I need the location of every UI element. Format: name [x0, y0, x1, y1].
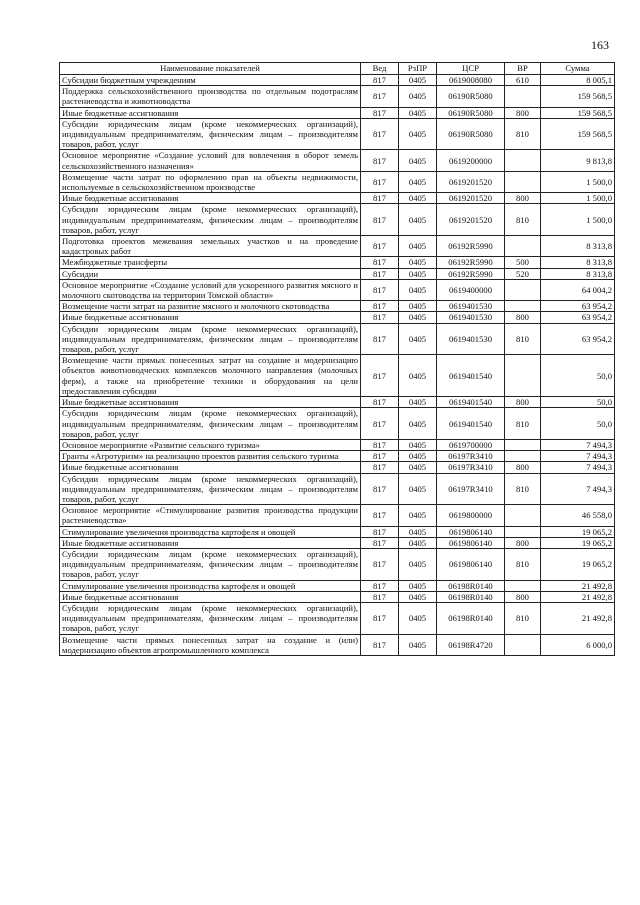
cell-csr: 0619201520: [437, 193, 505, 204]
cell-csr: 0619401530: [437, 312, 505, 323]
cell-sum: 50,0: [541, 408, 615, 440]
cell-rzpr: 0405: [399, 602, 437, 634]
cell-sum: 7 494,3: [541, 451, 615, 462]
cell-csr: 06192R5990: [437, 236, 505, 257]
cell-ved: 817: [361, 279, 399, 300]
cell-ved: 817: [361, 268, 399, 279]
cell-vr: [505, 580, 541, 591]
cell-vr: 800: [505, 193, 541, 204]
cell-rzpr: 0405: [399, 634, 437, 655]
table-row: [60, 462, 615, 473]
cell-csr: 0619200000: [437, 150, 505, 171]
header-vr: ВР: [505, 63, 541, 75]
cell-csr: 0619201520: [437, 171, 505, 192]
cell-rzpr: 0405: [399, 193, 437, 204]
cell-vr: 810: [505, 602, 541, 634]
cell-vr: 500: [505, 257, 541, 268]
cell-sum: 159 568,5: [541, 107, 615, 118]
header-ved: Вед: [361, 63, 399, 75]
cell-rzpr: 0405: [399, 473, 437, 505]
cell-sum: 1 500,0: [541, 171, 615, 192]
cell-sum: 8 313,8: [541, 268, 615, 279]
cell-csr: 0619008080: [437, 75, 505, 86]
cell-csr: 06198R0140: [437, 602, 505, 634]
cell-vr: 800: [505, 312, 541, 323]
cell-vr: [505, 451, 541, 462]
cell-ved: 817: [361, 634, 399, 655]
table-row: [60, 439, 615, 450]
table-row: [60, 591, 615, 602]
cell-ved: 817: [361, 439, 399, 450]
cell-sum: 50,0: [541, 355, 615, 397]
cell-csr: 0619806140: [437, 526, 505, 537]
cell-ved: 817: [361, 75, 399, 86]
cell-sum: 21 492,8: [541, 591, 615, 602]
cell-rzpr: 0405: [399, 439, 437, 450]
cell-ved: 817: [361, 312, 399, 323]
cell-vr: 810: [505, 323, 541, 355]
table-row: [60, 602, 615, 634]
table-row: [60, 397, 615, 408]
cell-sum: 1 500,0: [541, 204, 615, 236]
cell-ved: 817: [361, 526, 399, 537]
cell-rzpr: 0405: [399, 279, 437, 300]
table-row: [60, 86, 615, 107]
cell-rzpr: 0405: [399, 591, 437, 602]
cell-vr: [505, 279, 541, 300]
cell-sum: 7 494,3: [541, 473, 615, 505]
cell-ved: 817: [361, 473, 399, 505]
table-row: [60, 580, 615, 591]
cell-name: Основное мероприятие «Развитие сельского туризма»: [60, 439, 361, 450]
table-row: [60, 171, 615, 192]
cell-csr: 06198R0140: [437, 591, 505, 602]
cell-name: Гранты «Агротуризм» на реализацию проектов развития сельского туризма: [60, 451, 361, 462]
cell-vr: 800: [505, 107, 541, 118]
table-row: [60, 323, 615, 355]
cell-name: Стимулирование увеличения производства картофеля и овощей: [60, 580, 361, 591]
cell-vr: 610: [505, 75, 541, 86]
cell-name: Субсидии юридическим лицам (кроме некоммерческих организаций), индивидуальным предпринимателям, физическим лицам – производителям товаров, работ, услуг: [60, 323, 361, 355]
cell-csr: 06197R3410: [437, 473, 505, 505]
cell-name: Иные бюджетные ассигнования: [60, 107, 361, 118]
cell-csr: 06190R5080: [437, 107, 505, 118]
cell-sum: 8 313,8: [541, 257, 615, 268]
cell-csr: 06197R3410: [437, 462, 505, 473]
table-row: [60, 355, 615, 397]
cell-rzpr: 0405: [399, 580, 437, 591]
cell-name: Субсидии юридическим лицам (кроме некоммерческих организаций), индивидуальным предпринимателям, физическим лицам – производителям товаров, работ, услуг: [60, 408, 361, 440]
table-row: [60, 107, 615, 118]
table-row: [60, 526, 615, 537]
cell-name: Субсидии юридическим лицам (кроме некоммерческих организаций), индивидуальным предпринимателям, физическим лицам – производителям товаров, работ, услуг: [60, 118, 361, 150]
cell-name: Поддержка сельскохозяйственного производства по отдельным подотраслям растениеводства и животноводства: [60, 86, 361, 107]
cell-name: Межбюджетные трансферты: [60, 257, 361, 268]
table-row: [60, 150, 615, 171]
cell-rzpr: 0405: [399, 462, 437, 473]
cell-ved: 817: [361, 355, 399, 397]
budget-table: [59, 62, 615, 656]
cell-name: Основное мероприятие «Создание условий для ускоренного развития мясного и молочного скотоводства на территории Томской области»: [60, 279, 361, 300]
cell-csr: 0619401540: [437, 397, 505, 408]
table-row: [60, 193, 615, 204]
cell-csr: 0619800000: [437, 505, 505, 526]
cell-rzpr: 0405: [399, 268, 437, 279]
cell-vr: 810: [505, 118, 541, 150]
cell-rzpr: 0405: [399, 397, 437, 408]
cell-rzpr: 0405: [399, 257, 437, 268]
cell-vr: 810: [505, 473, 541, 505]
cell-ved: 817: [361, 323, 399, 355]
page-number: 163: [591, 38, 609, 52]
cell-csr: 06190R5080: [437, 86, 505, 107]
cell-name: Субсидии бюджетным учреждениям: [60, 75, 361, 86]
cell-rzpr: 0405: [399, 236, 437, 257]
table-header-row: [60, 63, 615, 75]
cell-ved: 817: [361, 301, 399, 312]
cell-sum: 1 500,0: [541, 193, 615, 204]
cell-ved: 817: [361, 580, 399, 591]
table-row: [60, 451, 615, 462]
cell-ved: 817: [361, 193, 399, 204]
cell-vr: 800: [505, 397, 541, 408]
cell-rzpr: 0405: [399, 323, 437, 355]
cell-csr: 0619806140: [437, 537, 505, 548]
cell-rzpr: 0405: [399, 107, 437, 118]
table-row: [60, 268, 615, 279]
cell-name: Субсидии: [60, 268, 361, 279]
cell-sum: 9 813,8: [541, 150, 615, 171]
cell-rzpr: 0405: [399, 312, 437, 323]
cell-sum: 7 494,3: [541, 462, 615, 473]
cell-csr: 0619806140: [437, 548, 505, 580]
cell-name: Субсидии юридическим лицам (кроме некоммерческих организаций), индивидуальным предпринимателям, физическим лицам – производителям товаров, работ, услуг: [60, 204, 361, 236]
cell-name: Основное мероприятие «Стимулирование развития производства продукции растениеводства»: [60, 505, 361, 526]
cell-rzpr: 0405: [399, 86, 437, 107]
cell-vr: 810: [505, 548, 541, 580]
cell-name: Субсидии юридическим лицам (кроме некоммерческих организаций), индивидуальным предпринимателям, физическим лицам – производителям товаров, работ, услуг: [60, 548, 361, 580]
cell-name: Подготовка проектов межевания земельных участков и на проведение кадастровых работ: [60, 236, 361, 257]
cell-vr: [505, 301, 541, 312]
cell-sum: 8 313,8: [541, 236, 615, 257]
cell-csr: 0619401540: [437, 408, 505, 440]
cell-sum: 159 568,5: [541, 118, 615, 150]
cell-name: Иные бюджетные ассигнования: [60, 397, 361, 408]
cell-name: Иные бюджетные ассигнования: [60, 193, 361, 204]
cell-name: Возмещение части прямых понесенных затрат на создание и (или) модернизацию объектов агропромышленного комплекса: [60, 634, 361, 655]
cell-ved: 817: [361, 171, 399, 192]
cell-sum: 50,0: [541, 397, 615, 408]
cell-rzpr: 0405: [399, 408, 437, 440]
cell-sum: 21 492,8: [541, 580, 615, 591]
cell-rzpr: 0405: [399, 548, 437, 580]
cell-csr: 06192R5990: [437, 257, 505, 268]
cell-csr: 06197R3410: [437, 451, 505, 462]
cell-rzpr: 0405: [399, 204, 437, 236]
cell-ved: 817: [361, 591, 399, 602]
header-sum: Сумма: [541, 63, 615, 75]
cell-ved: 817: [361, 107, 399, 118]
cell-ved: 817: [361, 397, 399, 408]
cell-sum: 46 558,0: [541, 505, 615, 526]
cell-csr: 0619401530: [437, 301, 505, 312]
cell-rzpr: 0405: [399, 505, 437, 526]
cell-sum: 63 954,2: [541, 301, 615, 312]
table-row: [60, 473, 615, 505]
cell-name: Субсидии юридическим лицам (кроме некоммерческих организаций), индивидуальным предпринимателям, физическим лицам – производителям товаров, работ, услуг: [60, 602, 361, 634]
cell-vr: [505, 150, 541, 171]
cell-sum: 19 065,2: [541, 526, 615, 537]
table-body: [60, 75, 615, 656]
table-row: [60, 257, 615, 268]
cell-ved: 817: [361, 451, 399, 462]
cell-name: Иные бюджетные ассигнования: [60, 591, 361, 602]
cell-rzpr: 0405: [399, 355, 437, 397]
cell-ved: 817: [361, 257, 399, 268]
cell-sum: 63 954,2: [541, 312, 615, 323]
table-row: [60, 312, 615, 323]
cell-sum: 19 065,2: [541, 537, 615, 548]
cell-vr: [505, 86, 541, 107]
table-row: [60, 118, 615, 150]
cell-ved: 817: [361, 537, 399, 548]
cell-sum: 63 954,2: [541, 323, 615, 355]
cell-ved: 817: [361, 505, 399, 526]
table-row: [60, 279, 615, 300]
cell-vr: [505, 236, 541, 257]
cell-name: Стимулирование увеличения производства картофеля и овощей: [60, 526, 361, 537]
cell-sum: 19 065,2: [541, 548, 615, 580]
cell-rzpr: 0405: [399, 301, 437, 312]
cell-rzpr: 0405: [399, 75, 437, 86]
table-row: [60, 301, 615, 312]
cell-name: Иные бюджетные ассигнования: [60, 462, 361, 473]
cell-vr: [505, 505, 541, 526]
cell-rzpr: 0405: [399, 537, 437, 548]
cell-csr: 06190R5080: [437, 118, 505, 150]
cell-csr: 0619201520: [437, 204, 505, 236]
cell-vr: 520: [505, 268, 541, 279]
cell-ved: 817: [361, 408, 399, 440]
cell-csr: 06198R4720: [437, 634, 505, 655]
cell-ved: 817: [361, 548, 399, 580]
cell-sum: 7 494,3: [541, 439, 615, 450]
cell-name: Основное мероприятие «Создание условий для вовлечения в оборот земель сельскохозяйственного назначения»: [60, 150, 361, 171]
cell-vr: 810: [505, 408, 541, 440]
cell-vr: 800: [505, 462, 541, 473]
cell-rzpr: 0405: [399, 171, 437, 192]
table-row: [60, 634, 615, 655]
cell-ved: 817: [361, 118, 399, 150]
cell-ved: 817: [361, 462, 399, 473]
table-row: [60, 505, 615, 526]
cell-vr: 800: [505, 537, 541, 548]
cell-sum: 159 568,5: [541, 86, 615, 107]
cell-csr: 06198R0140: [437, 580, 505, 591]
table-row: [60, 548, 615, 580]
cell-ved: 817: [361, 602, 399, 634]
cell-name: Иные бюджетные ассигнования: [60, 537, 361, 548]
cell-sum: 21 492,8: [541, 602, 615, 634]
cell-csr: 0619700000: [437, 439, 505, 450]
cell-sum: 64 004,2: [541, 279, 615, 300]
table-row: [60, 537, 615, 548]
cell-ved: 817: [361, 86, 399, 107]
cell-name: Иные бюджетные ассигнования: [60, 312, 361, 323]
cell-ved: 817: [361, 150, 399, 171]
cell-ved: 817: [361, 204, 399, 236]
cell-vr: 810: [505, 204, 541, 236]
cell-vr: 800: [505, 591, 541, 602]
cell-name: Возмещение части затрат по оформлению прав на объекты недвижимости, используемые в сельскохозяйственном производстве: [60, 171, 361, 192]
table-row: [60, 75, 615, 86]
cell-rzpr: 0405: [399, 526, 437, 537]
table-row: [60, 408, 615, 440]
cell-vr: [505, 439, 541, 450]
cell-sum: 8 005,1: [541, 75, 615, 86]
cell-vr: [505, 526, 541, 537]
cell-vr: [505, 171, 541, 192]
cell-name: Субсидии юридическим лицам (кроме некоммерческих организаций), индивидуальным предпринимателям, физическим лицам – производителям товаров, работ, услуг: [60, 473, 361, 505]
table-row: [60, 204, 615, 236]
cell-name: Возмещение части затрат на развитие мясного и молочного скотоводства: [60, 301, 361, 312]
header-name: Наименование показателей: [60, 63, 361, 75]
cell-csr: 06192R5990: [437, 268, 505, 279]
header-rzpr: РзПР: [399, 63, 437, 75]
header-csr: ЦСР: [437, 63, 505, 75]
cell-rzpr: 0405: [399, 150, 437, 171]
cell-vr: [505, 355, 541, 397]
cell-ved: 817: [361, 236, 399, 257]
cell-name: Возмещение части прямых понесенных затрат на создание и модернизацию объектов животноводческих комплексов молочного направления (молочных ферм), а также на приобретение техники и оборудования на цели предоставления субсидии: [60, 355, 361, 397]
cell-sum: 6 000,0: [541, 634, 615, 655]
cell-vr: [505, 634, 541, 655]
cell-csr: 0619401530: [437, 323, 505, 355]
cell-rzpr: 0405: [399, 118, 437, 150]
cell-csr: 0619400000: [437, 279, 505, 300]
cell-rzpr: 0405: [399, 451, 437, 462]
cell-csr: 0619401540: [437, 355, 505, 397]
table-row: [60, 236, 615, 257]
